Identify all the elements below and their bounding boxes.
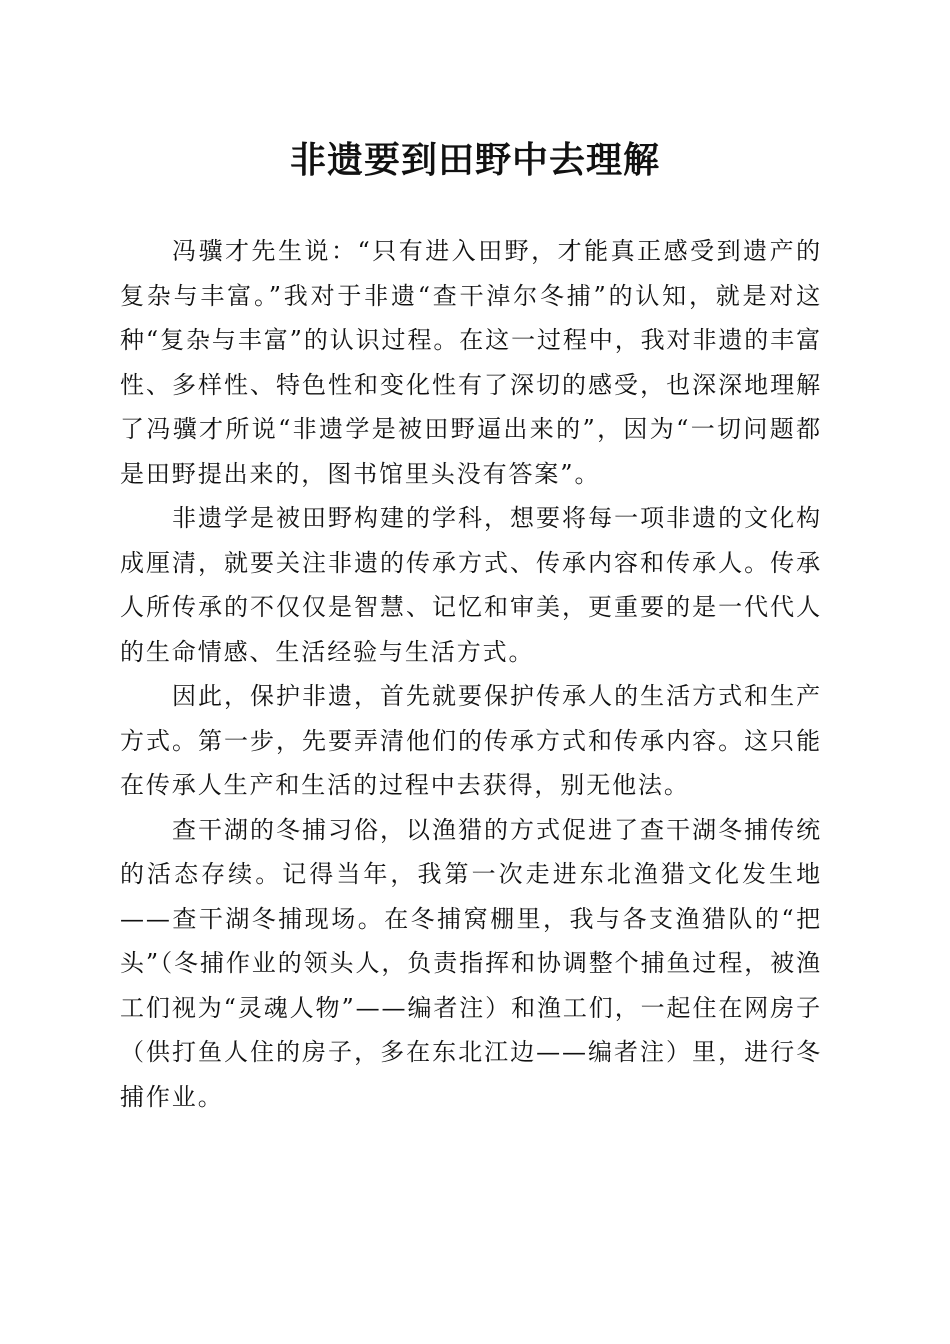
paragraph: 因此，保护非遗，首先就要保护传承人的生活方式和生产方式。第一步，先要弄清他们的传承方式和传承内容。这只能在传承人生产和生活的过程中去获得，别无他法。 bbox=[120, 682, 822, 799]
article-body bbox=[120, 229, 822, 1119]
paragraph: 冯骥才先生说：“只有进入田野，才能真正感受到遗产的复杂与丰富。”我对于非遗“查干淖尔冬捕”的认知，就是对这种“复杂与丰富”的认识过程。在这一过程中，我对非遗的丰富性、多样性、特色性和变化性有了深切的感受，也深深地理解了冯骥才所说“非遗学是被田野逼出来的”，因为“一切问题都是田野提出来的，图书馆里头没有答案”。 bbox=[120, 237, 822, 488]
article-title: 非遗要到田野中去理解 bbox=[289, 139, 660, 181]
paragraph: 非遗学是被田野构建的学科，想要将每一项非遗的文化构成厘清，就要关注非遗的传承方式、传承内容和传承人。传承人所传承的不仅仅是智慧、记忆和审美，更重要的是一代代人的生命情感、生活经验与生活方式。 bbox=[120, 504, 822, 666]
paragraph: 查干湖的冬捕习俗，以渔猎的方式促进了查干湖冬捕传统的活态存续。记得当年，我第一次走进东北渔猎文化发生地——查干湖冬捕现场。在冬捕窝棚里，我与各支渔猎队的“把头”（冬捕作业的领头人，负责指挥和协调整个捕鱼过程，被渔工们视为“灵魂人物”——编者注）和渔工们，一起住在网房子（供打鱼人住的房子，多在东北江边——编者注）里，进行冬捕作业。 bbox=[120, 815, 822, 1111]
